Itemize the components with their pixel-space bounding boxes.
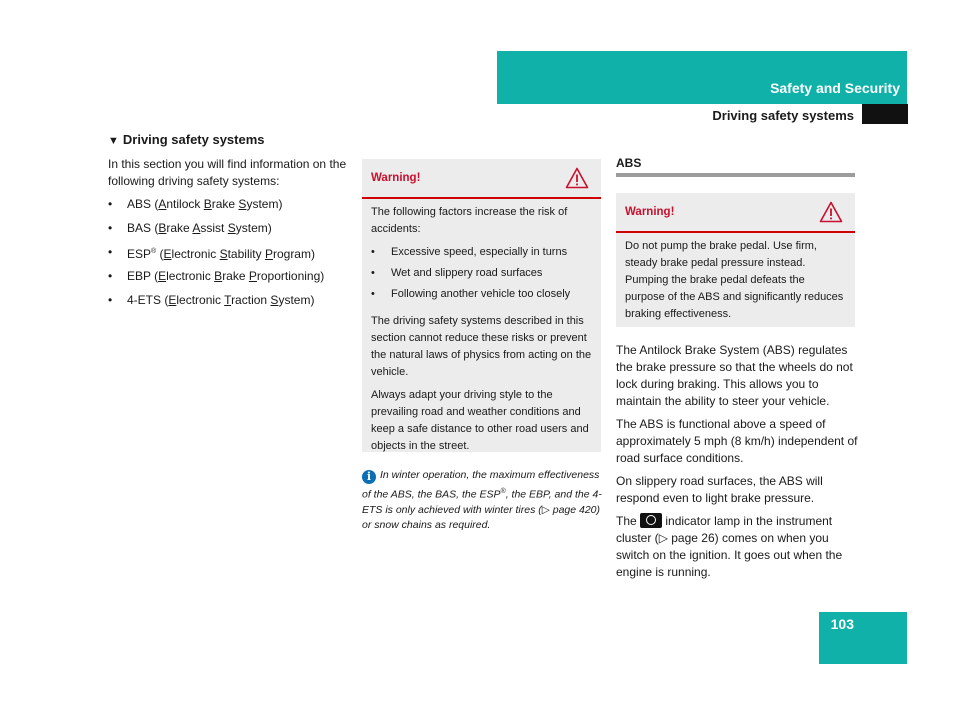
abs-description <box>616 342 858 587</box>
warning-label: Warning! <box>371 172 421 184</box>
list-item: • ABS (Antilock Brake System) <box>108 197 283 211</box>
risk-factor-list <box>371 244 592 307</box>
warning-paragraph: Do not pump the brake pedal. Use firm, steady brake pedal pressure instead. Pumping the brake pedal defeats the purpose of the ABS and significantly reduces braking effectiveness. <box>625 240 844 320</box>
info-note: i In winter operation, the maximum effectiveness of the ABS, the BAS, the ESP®, the EBP, and the 4-ETS is only achieved with winter tires (▷ page 420) or snow chains as required. <box>362 469 602 531</box>
paragraph: The Antilock Brake System (ABS) regulates the brake pressure so that the wheels do not lock during braking. This allows you to maintain the ability to steer your vehicle. <box>616 343 853 408</box>
warning-intro: The following factors increase the risk of accidents: <box>371 206 568 235</box>
arrow-icon: ▷ <box>541 503 550 516</box>
list-item: • BAS (Brake Assist System) <box>108 221 272 235</box>
warning-label: Warning! <box>625 206 675 218</box>
intro-text: In this section you will find information on the following driving safety systems: <box>108 157 347 188</box>
abs-lamp-icon <box>640 513 662 528</box>
list-item: • EBP (Electronic Brake Proportioning) <box>108 269 325 283</box>
warning-triangle-icon <box>819 201 843 223</box>
paragraph: The ABS is functional above a speed of approximately 5 mph (8 km/h) independent of road surface conditions. <box>616 417 858 465</box>
arrow-icon: ▷ <box>658 531 668 545</box>
accident-risk-warning-box <box>362 159 601 452</box>
list-item: • Excessive speed, especially in turns <box>371 246 568 258</box>
heading-text: Driving safety systems <box>122 132 265 147</box>
section-title: Safety and Security <box>770 80 900 96</box>
info-icon: i <box>362 470 376 484</box>
warning-paragraph: Always adapt your driving style to the prevailing road and weather conditions and keep a safe distance to other road users and objects in the street. <box>371 389 589 452</box>
list-item: • Following another vehicle too closely <box>371 288 571 300</box>
list-item: • 4-ETS (Electronic Traction System) <box>108 293 315 307</box>
paragraph: The indicator lamp in the instrument cluster (▷ page 26) comes on when you switch on the ignition. It goes out when the engine is running. <box>616 514 843 579</box>
warning-triangle-icon <box>565 167 589 189</box>
abs-warning-box <box>616 193 855 327</box>
page-heading <box>108 132 358 147</box>
abs-section-title: ABS <box>616 156 642 170</box>
section-header-bar <box>497 51 907 104</box>
systems-list <box>108 196 353 316</box>
section-tab-marker <box>862 104 908 124</box>
section-divider <box>616 173 855 177</box>
page-number: 103 <box>830 616 854 632</box>
triangle-down-icon: ▼ <box>108 135 119 147</box>
subsection-title: Driving safety systems <box>712 108 854 123</box>
paragraph: On slippery road surfaces, the ABS will respond even to light brake pressure. <box>616 474 823 505</box>
warning-paragraph: The driving safety systems described in this section cannot reduce these risks or prevent the natural laws of physics from acting on the vehicle. <box>371 315 592 378</box>
list-item: • Wet and slippery road surfaces <box>371 267 543 279</box>
list-item: • ESP® (Electronic Stability Program) <box>108 245 315 261</box>
